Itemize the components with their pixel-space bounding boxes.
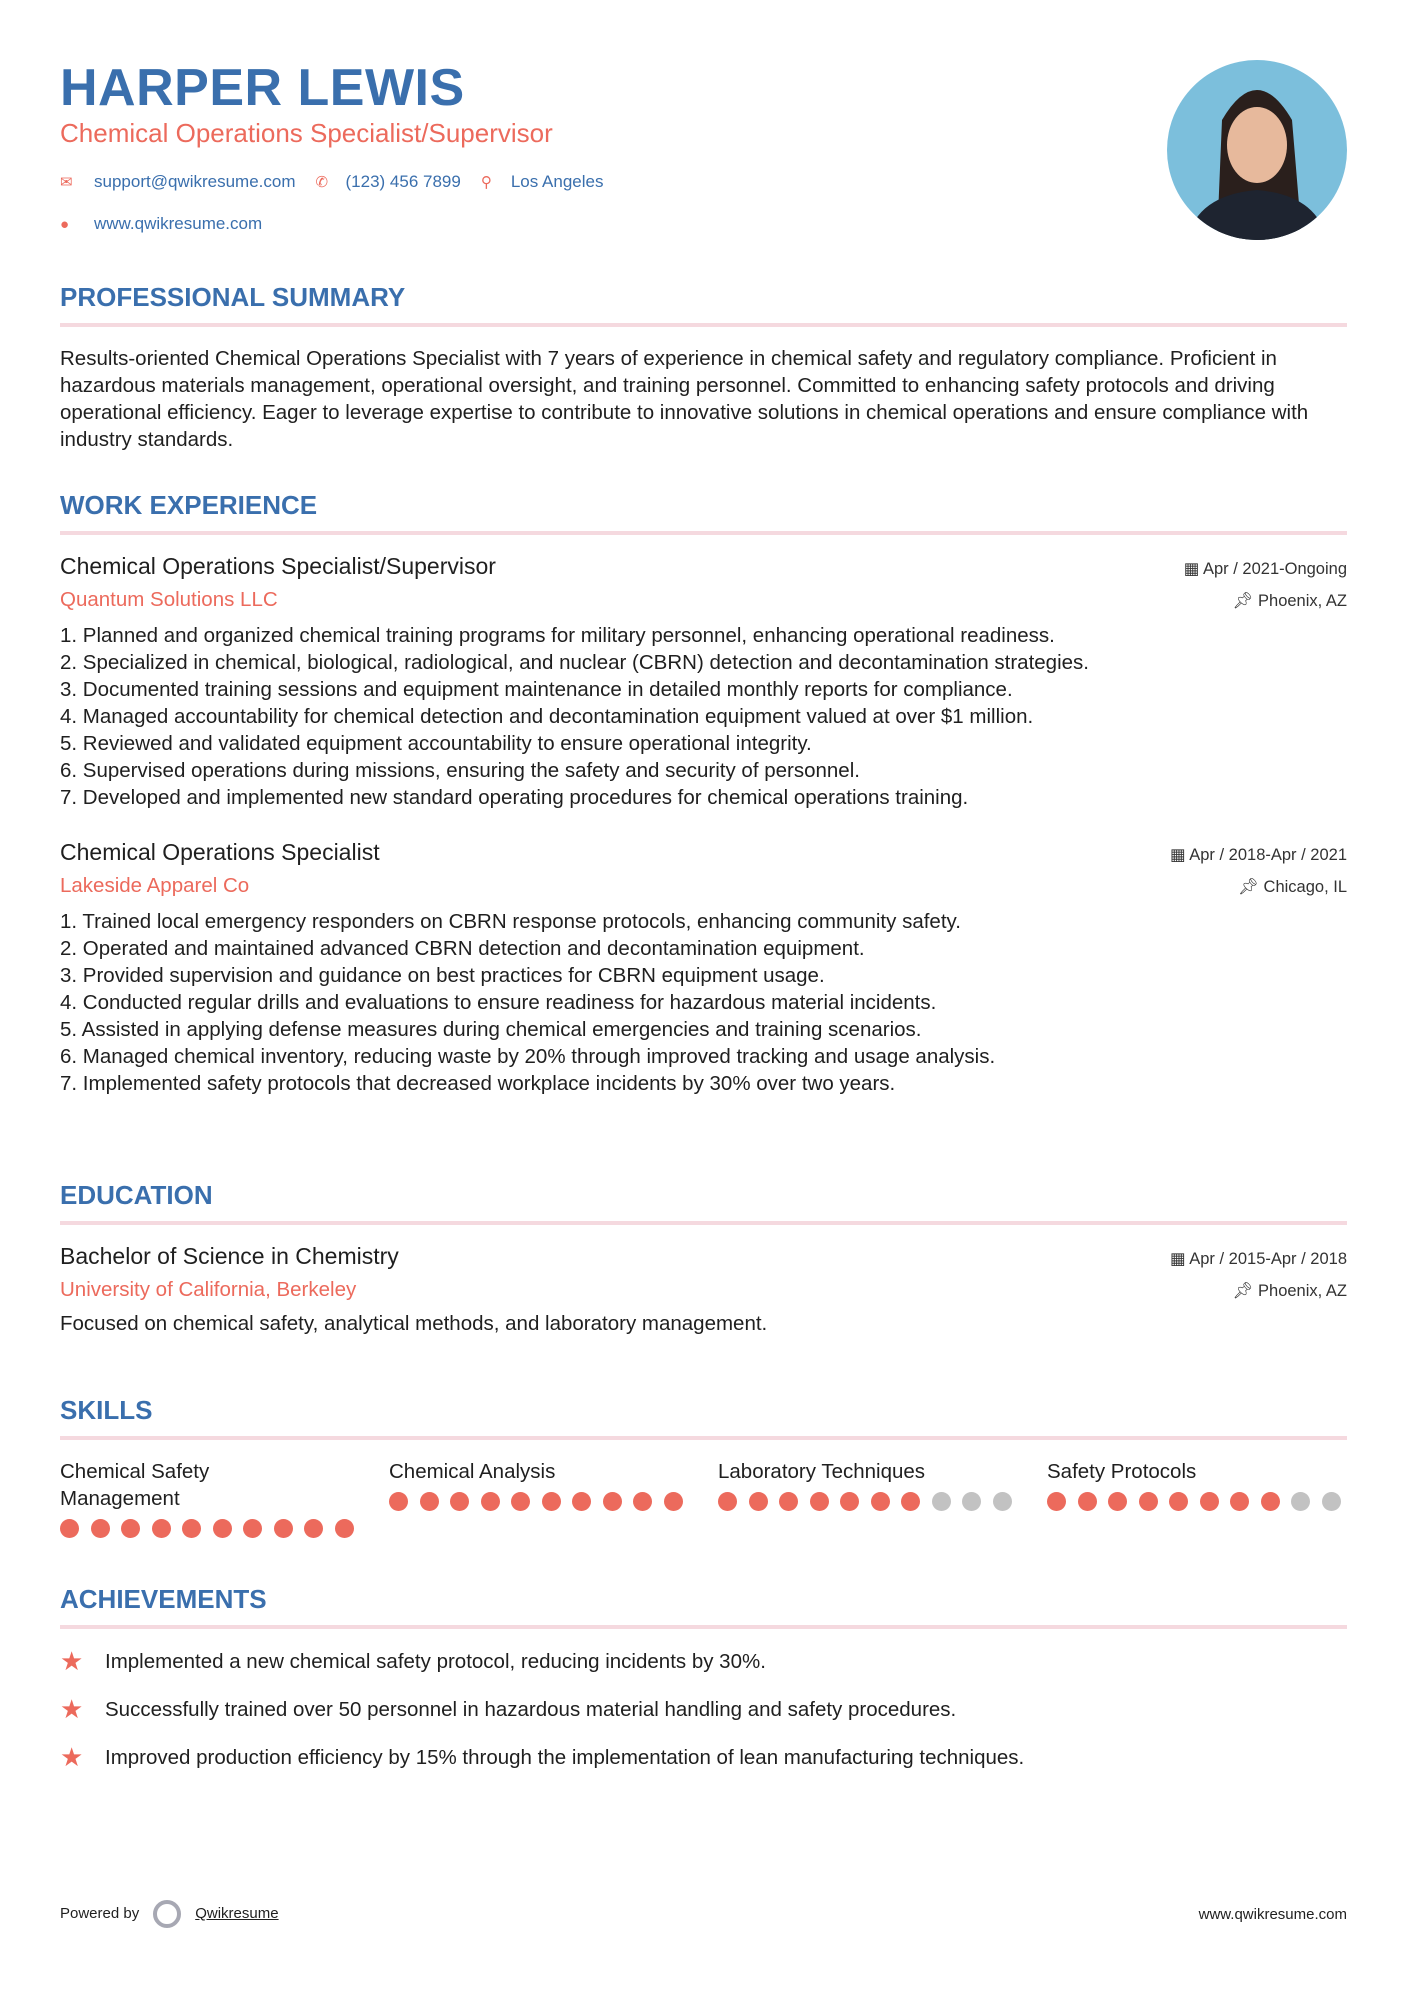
rating-dot-filled [335, 1519, 354, 1538]
skill-name: Safety Protocols [1047, 1460, 1197, 1483]
job-bullets [60, 622, 1347, 811]
candidate-title: Chemical Operations Specialist/Supervisor [60, 118, 553, 148]
section-heading: PROFESSIONAL SUMMARY [60, 282, 406, 312]
job-dates: Apr / 2018-Apr / 2021 [1189, 846, 1347, 864]
envelope-icon: ✉ [60, 174, 73, 191]
summary-section [60, 282, 1347, 453]
summary-text: Results-oriented Chemical Operations Specialist with 7 years of experience in chemical safety and regulatory compliance. Proficient in hazardous materials management, operational oversight, and training personnel. Committed to enhancing safety protocols and driving operational efficiency. Eager to leverage expertise to contribute to innovative solutions in chemical operations and ensure compliance with industry standards. [60, 347, 1309, 451]
rating-dot-filled [450, 1492, 469, 1511]
bullet: 7. Developed and implemented new standard operating procedures for chemical operations training. [60, 786, 969, 809]
bullet: 5. Assisted in applying defense measures during chemical emergencies and training scenarios. [60, 1018, 922, 1041]
bullet: 4. Conducted regular drills and evaluations to ensure readiness for hazardous material incidents. [60, 991, 937, 1014]
skill-rating [718, 1492, 1047, 1511]
star-icon: ★ [60, 1694, 84, 1724]
rating-dot-filled [871, 1492, 890, 1511]
contact-row [60, 172, 623, 192]
bullet: 3. Documented training sessions and equipment maintenance in detailed monthly reports for compliance. [60, 678, 1013, 701]
footer-website[interactable]: www.qwikresume.com [1198, 1905, 1347, 1923]
degree: Bachelor of Science in Chemistry [60, 1243, 399, 1269]
rating-dot-filled [810, 1492, 829, 1511]
footer [60, 1900, 1347, 1928]
pin-icon: 📌︎ [1232, 592, 1259, 610]
rating-dot-filled [901, 1492, 920, 1511]
bullet: 4. Managed accountability for chemical detection and decontamination equipment valued at over $1 million. [60, 705, 1034, 728]
divider [60, 1436, 1347, 1440]
rating-dot-filled [274, 1519, 293, 1538]
company-name: Quantum Solutions LLC [60, 588, 278, 611]
bullet: 6. Managed chemical inventory, reducing waste by 20% through improved tracking and usage analysis. [60, 1045, 996, 1068]
candidate-name: HARPER LEWIS [60, 59, 465, 117]
rating-dot-filled [779, 1492, 798, 1511]
experience-section [60, 490, 1347, 1097]
qwikresume-logo-icon [153, 1900, 181, 1928]
achievement-item [60, 1646, 1347, 1677]
achievements-section [60, 1584, 1347, 1773]
calendar-icon: ▦ [1169, 1250, 1190, 1268]
divider [60, 1221, 1347, 1225]
education-description: Focused on chemical safety, analytical methods, and laboratory management. [60, 1312, 768, 1335]
pin-icon: 📌︎ [1232, 1282, 1259, 1300]
divider [60, 1625, 1347, 1629]
qwikresume-link[interactable]: Qwikresume [195, 1904, 279, 1922]
calendar-icon: ▦ [1169, 846, 1190, 864]
rating-dot-filled [840, 1492, 859, 1511]
rating-dot-filled [1108, 1492, 1127, 1511]
company-name: Lakeside Apparel Co [60, 874, 250, 897]
bullet: 3. Provided supervision and guidance on best practices for CBRN equipment usage. [60, 964, 825, 987]
rating-dot-filled [182, 1519, 201, 1538]
bullet: 1. Planned and organized chemical training programs for military personnel, enhancing operational readiness. [60, 624, 1055, 647]
education-location: Phoenix, AZ [1258, 1282, 1347, 1300]
job-entry [60, 553, 1347, 811]
skill-name: Chemical Analysis [389, 1460, 556, 1483]
rating-dot-filled [121, 1519, 140, 1538]
skill-item [60, 1458, 389, 1538]
achievement-text: Improved production efficiency by 15% through the implementation of lean manufacturing techniques. [105, 1745, 1025, 1769]
rating-dot-empty [962, 1492, 981, 1511]
star-icon: ★ [60, 1646, 84, 1676]
rating-dot-filled [749, 1492, 768, 1511]
rating-dot-filled [542, 1492, 561, 1511]
star-icon: ★ [60, 1742, 84, 1772]
rating-dot-filled [664, 1492, 683, 1511]
rating-dot-empty [993, 1492, 1012, 1511]
pin-icon: 📌︎ [1237, 878, 1264, 896]
bullet: 5. Reviewed and validated equipment accountability to ensure operational integrity. [60, 732, 812, 755]
bullet: 2. Specialized in chemical, biological, radiological, and nuclear (CBRN) detection and decontamination strategies. [60, 651, 1089, 674]
job-location: Phoenix, AZ [1258, 592, 1347, 610]
job-bullets [60, 908, 1347, 1097]
job-location: Chicago, IL [1263, 878, 1347, 896]
skills-section [60, 1395, 1347, 1538]
education-entry [60, 1243, 1347, 1337]
section-heading: EDUCATION [60, 1180, 213, 1210]
rating-dot-filled [1139, 1492, 1158, 1511]
location-text: Los Angeles [510, 172, 604, 191]
rating-dot-filled [389, 1492, 408, 1511]
rating-dot-filled [91, 1519, 110, 1538]
section-heading: ACHIEVEMENTS [60, 1584, 267, 1614]
rating-dot-empty [1291, 1492, 1310, 1511]
website-row [60, 214, 262, 234]
skill-rating [389, 1492, 718, 1511]
rating-dot-filled [1047, 1492, 1066, 1511]
bullet: 6. Supervised operations during missions, ensuring the safety and security of personnel. [60, 759, 860, 782]
bullet: 7. Implemented safety protocols that decreased workplace incidents by 30% over two years. [60, 1072, 896, 1095]
rating-dot-filled [1078, 1492, 1097, 1511]
rating-dot-filled [1169, 1492, 1188, 1511]
email-link[interactable]: support@qwikresume.com [94, 172, 296, 191]
rating-dot-empty [1322, 1492, 1341, 1511]
calendar-icon: ▦ [1183, 560, 1203, 578]
rating-dot-empty [932, 1492, 951, 1511]
skill-rating [60, 1519, 389, 1538]
rating-dot-filled [718, 1492, 737, 1511]
bullet: 2. Operated and maintained advanced CBRN detection and decontamination equipment. [60, 937, 865, 960]
globe-icon: ● [60, 215, 70, 233]
skill-item [718, 1458, 1047, 1538]
education-section [60, 1180, 1347, 1337]
rating-dot-filled [572, 1492, 591, 1511]
achievement-item [60, 1694, 1347, 1725]
achievement-item [60, 1742, 1347, 1773]
rating-dot-filled [304, 1519, 323, 1538]
skill-name: Laboratory Techniques [718, 1460, 926, 1483]
rating-dot-filled [481, 1492, 500, 1511]
skills-grid [60, 1458, 1347, 1538]
rating-dot-filled [603, 1492, 622, 1511]
skill-item [389, 1458, 718, 1538]
education-dates: Apr / 2015-Apr / 2018 [1189, 1250, 1347, 1268]
rating-dot-filled [152, 1519, 171, 1538]
job-title: Chemical Operations Specialist/Supervisor [60, 553, 496, 579]
rating-dot-filled [60, 1519, 79, 1538]
divider [60, 323, 1347, 327]
phone-text: (123) 456 7899 [345, 172, 461, 191]
divider [60, 531, 1347, 535]
powered-by-label: Powered by [60, 1904, 140, 1922]
school-name: University of California, Berkeley [60, 1278, 357, 1301]
section-heading: SKILLS [60, 1395, 153, 1425]
rating-dot-filled [1230, 1492, 1249, 1511]
skill-item [1047, 1458, 1341, 1538]
achievement-text: Successfully trained over 50 personnel in hazardous material handling and safety procedures. [105, 1697, 957, 1721]
rating-dot-filled [1200, 1492, 1219, 1511]
achievement-text: Implemented a new chemical safety protocol, reducing incidents by 30%. [105, 1649, 766, 1673]
rating-dot-filled [243, 1519, 262, 1538]
website-link[interactable]: www.qwikresume.com [94, 214, 263, 233]
rating-dot-filled [1261, 1492, 1280, 1511]
rating-dot-filled [420, 1492, 439, 1511]
job-dates: Apr / 2021-Ongoing [1202, 560, 1347, 578]
profile-photo [1167, 60, 1347, 240]
skill-name: Chemical Safety Management [60, 1460, 210, 1510]
skill-rating [1047, 1492, 1341, 1511]
rating-dot-filled [213, 1519, 232, 1538]
phone-icon: ✆ [315, 174, 329, 191]
job-title: Chemical Operations Specialist [60, 839, 380, 865]
section-heading: WORK EXPERIENCE [60, 490, 318, 520]
rating-dot-filled [633, 1492, 652, 1511]
bullet: 1. Trained local emergency responders on CBRN response protocols, enhancing community safety. [60, 910, 961, 933]
rating-dot-filled [511, 1492, 530, 1511]
map-pin-icon: ⚲ [480, 174, 492, 191]
job-entry [60, 839, 1347, 1097]
